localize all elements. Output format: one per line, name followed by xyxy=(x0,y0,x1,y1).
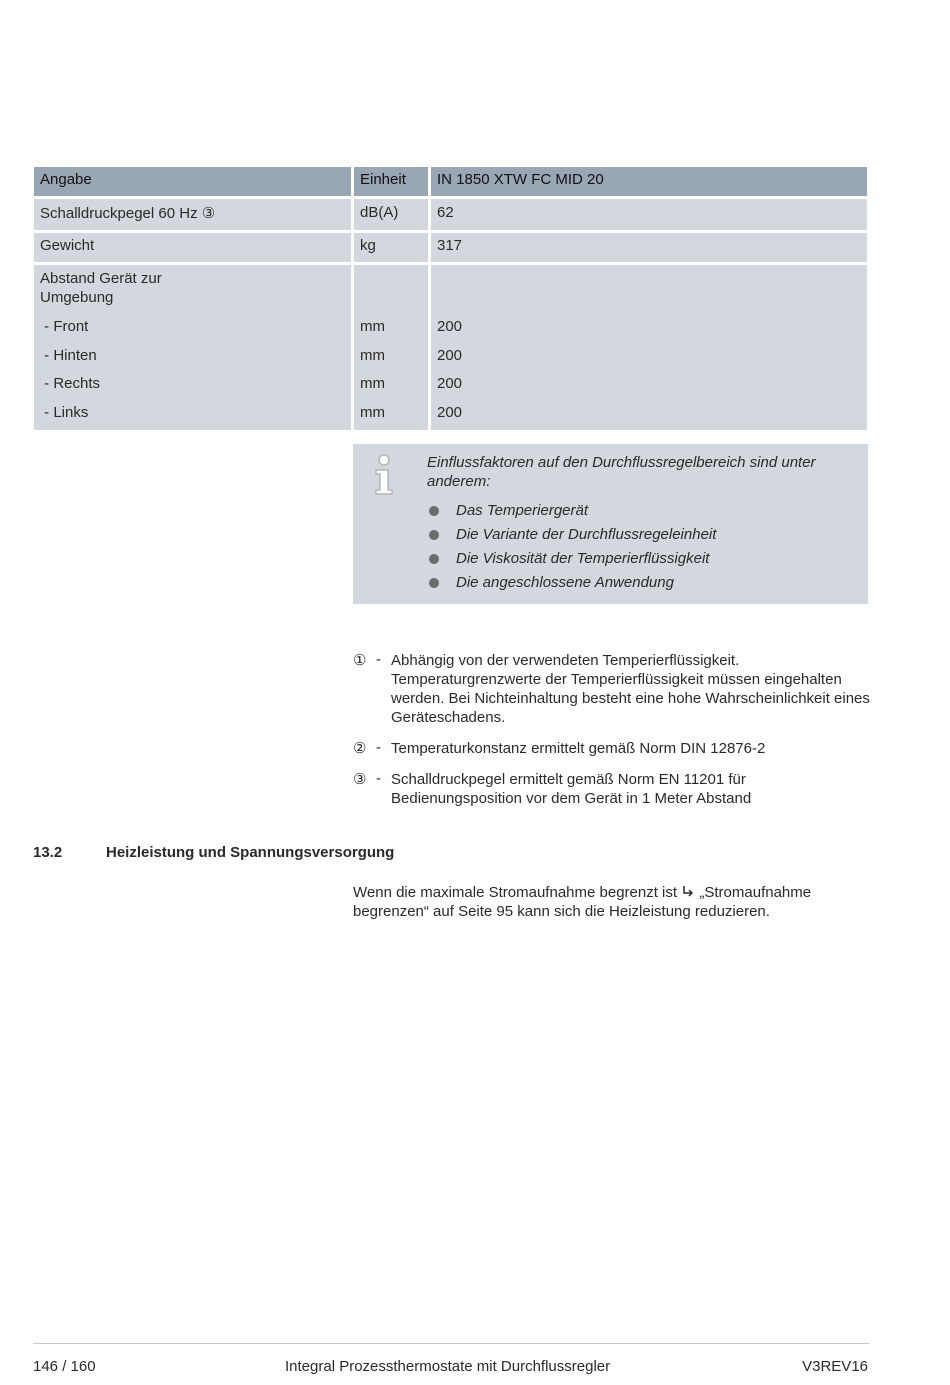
distance-hinten-label: - Hinten xyxy=(40,347,97,364)
table-row-abstand-unit xyxy=(354,265,428,430)
row-unit: kg xyxy=(360,237,376,254)
bullet-dot xyxy=(429,578,439,588)
distance-front-value: 200 xyxy=(437,318,463,335)
note-bullet-item: Das Temperiergerät xyxy=(456,502,589,519)
distance-hinten-value: 200 xyxy=(437,347,463,364)
paragraph-text: Wenn die maximale Stromaufnahme begrenzt ist xyxy=(353,884,682,901)
footnote-dash: - xyxy=(376,770,381,787)
bullet-dot xyxy=(429,554,439,564)
distance-links-label: - Links xyxy=(40,404,89,421)
link-arrow-icon xyxy=(681,885,695,899)
table-row-schalldruck-label xyxy=(34,199,351,230)
distance-rechts-label: - Rechts xyxy=(40,375,101,392)
distance-links-unit: mm xyxy=(360,404,385,421)
table-row-schalldruck-unit xyxy=(354,199,428,230)
table-header-angabe xyxy=(34,167,351,196)
row-label: Schalldruckpegel 60 Hz ③ xyxy=(40,205,216,222)
section-title: Heizleistung und Spannungsversorgung xyxy=(106,844,395,861)
footnote-text-2: Temperaturkonstanz ermittelt gemäß Norm DIN 12876-2 xyxy=(391,740,766,757)
note-bullet-item: Die Viskosität der Temperierflüssigkeit xyxy=(456,550,710,567)
distance-rechts-value: 200 xyxy=(437,375,463,392)
footer-version: V3REV16 xyxy=(802,1358,868,1375)
row-label-line1: Abstand Gerät zur xyxy=(40,270,162,287)
row-label-line2: Umgebung xyxy=(40,289,114,306)
table-row-abstand-value xyxy=(431,265,867,430)
footnote-text-1: Abhängig von der verwendeten Temperierflüssigkeit. Temperaturgrenzwerte der Temperierflüssigkeit müssen eingehalten werden. Bei Nichteinhaltung besteht eine hohe Wahrscheinlichkeit eines Geräteschadens. xyxy=(391,652,870,726)
footnote-marker-1: ① xyxy=(353,652,367,669)
footnote-dash: - xyxy=(376,739,381,756)
note-bullet-item: Die Variante der Durchflussregeleinheit xyxy=(456,526,717,543)
row-value: 317 xyxy=(437,237,463,254)
info-icon xyxy=(371,454,397,496)
table-row-abstand-label xyxy=(34,265,351,430)
distance-hinten-unit: mm xyxy=(360,347,385,364)
distance-links-value: 200 xyxy=(437,404,463,421)
note-bullet-item: Die angeschlossene Anwendung xyxy=(456,574,674,591)
footer-document-title: Integral Prozessthermostate mit Durchflussregler xyxy=(285,1358,611,1375)
header-label: Angabe xyxy=(40,171,92,188)
distance-rechts-unit: mm xyxy=(360,375,385,392)
distance-front-label: - Front xyxy=(40,318,89,335)
table-header-model xyxy=(431,167,867,196)
row-value: 62 xyxy=(437,204,454,221)
cross-reference-link[interactable]: „Stromaufnahme begrenzen“ auf Seite 95 xyxy=(353,884,812,920)
table-row-schalldruck-value xyxy=(431,199,867,230)
table-row-gewicht-label xyxy=(34,233,351,262)
table-header-einheit xyxy=(354,167,428,196)
header-label: Einheit xyxy=(360,171,406,188)
footnote-text-3: Schalldruckpegel ermittelt gemäß Norm EN 11201 für Bedienungsposition vor dem Gerät in 1 Meter Abstand xyxy=(391,771,752,807)
info-note xyxy=(353,444,868,604)
header-label: IN 1850 XTW FC MID 20 xyxy=(437,171,604,188)
section-number: 13.2 xyxy=(33,844,63,861)
paragraph-text: kann sich die Heizleistung reduzieren. xyxy=(513,903,770,920)
section-paragraph xyxy=(353,883,833,921)
footnote-marker-3: ③ xyxy=(353,771,367,788)
table-row-gewicht-value xyxy=(431,233,867,262)
row-unit: dB(A) xyxy=(360,204,399,221)
footnote-marker-2: ② xyxy=(353,740,367,757)
table-row-gewicht-unit xyxy=(354,233,428,262)
footer-divider xyxy=(33,1343,869,1344)
bullet-dot xyxy=(429,506,439,516)
footer-page-number: 146 / 160 xyxy=(33,1358,96,1375)
row-label: Gewicht xyxy=(40,237,95,254)
bullet-dot xyxy=(429,530,439,540)
distance-front-unit: mm xyxy=(360,318,385,335)
note-intro: Einflussfaktoren auf den Durchflussregelbereich sind unter anderem: xyxy=(427,454,816,490)
footnote-dash: - xyxy=(376,651,381,668)
